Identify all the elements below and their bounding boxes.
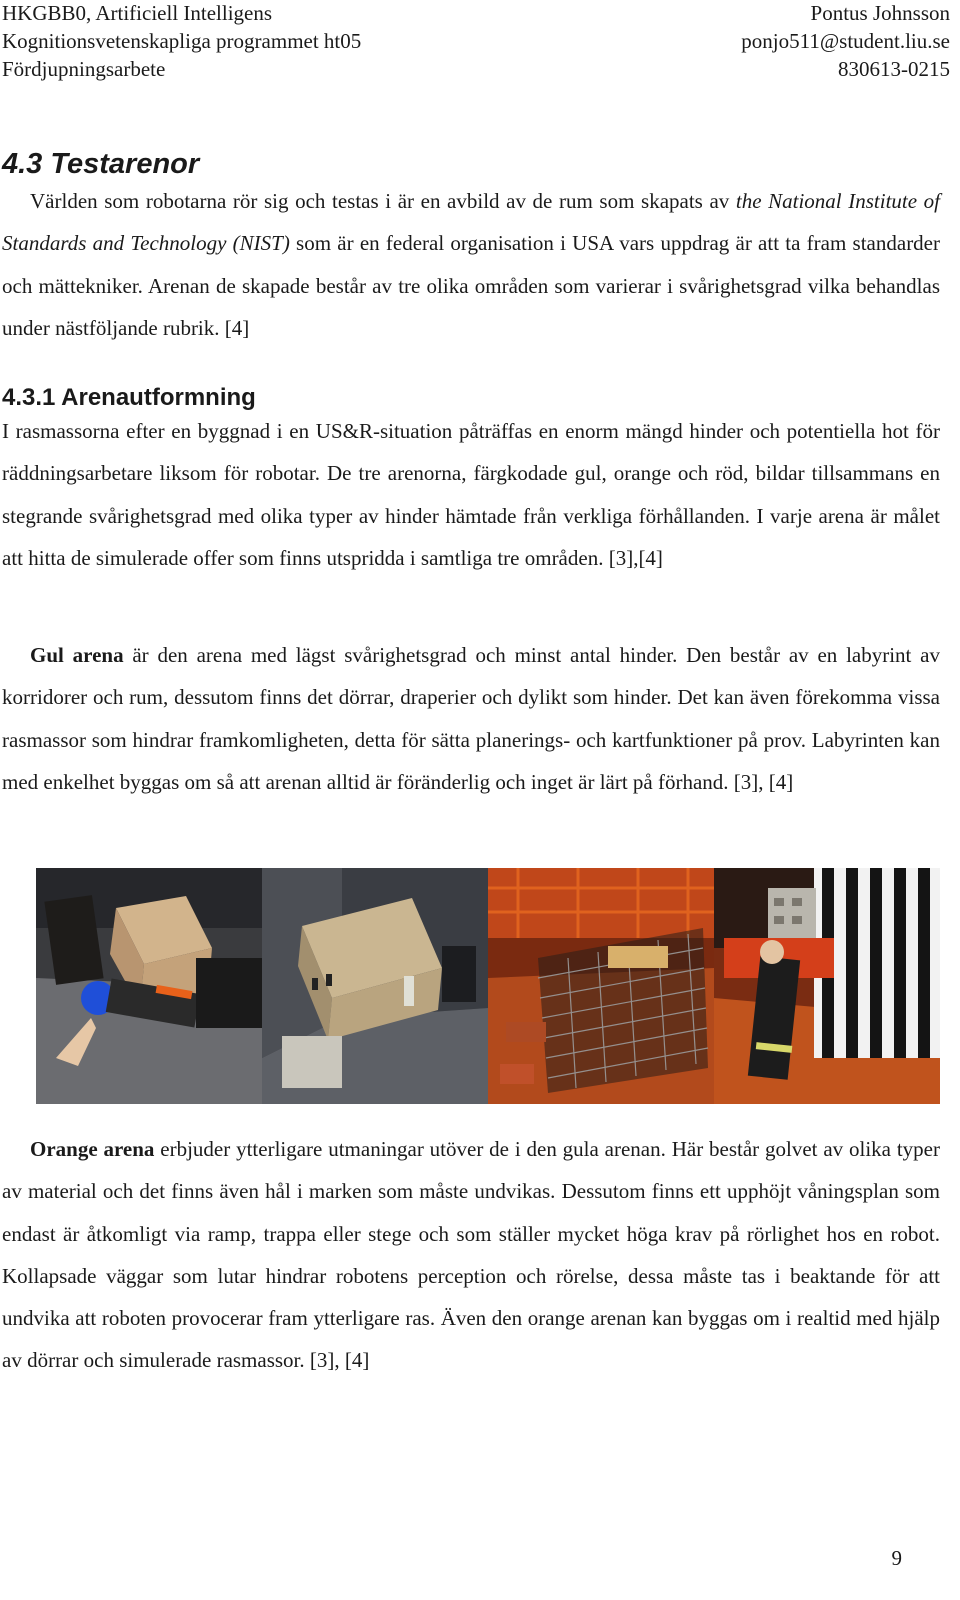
subsection-heading: 4.3.1 Arenautformning — [2, 384, 256, 411]
header-author: Pontus Johnsson — [810, 1, 950, 25]
photo-striped-wall-victim — [714, 868, 940, 1104]
header-doc-type: Fördjupningsarbete — [2, 57, 166, 81]
header-email: ponjo511@student.liu.se — [741, 29, 950, 53]
yellow-arena-text: är den arena med lägst svårighetsgrad och minst antal hinder. Den består av en labyrint av korridorer och rum, dessutom finns det dörrar, draperier och dylikt som hinder. Det kan även förekomma vissa rasmassor som hindrar framkomligheten, detta för sätta planerings- och kartfunktioner på prov. Labyrinten kan med enkelhet byggas om så att arenan alltid är föränderlig och inget är lärt på förhand. [3], [4] — [2, 643, 940, 794]
arena-intro-paragraph: I rasmassorna efter en byggnad i en US&R-situation påträffas en enorm mängd hinder och potentiella hot för räddningsarbetare liksom för robotar. De tre arenorna, färgkodade gul, orange och röd, bildar tillsammans en stegrande svårighetsgrad med olika typer av hinder hämtade från verkliga förhållanden. I varje arena är målet att hitta de simulerade offer som finns utspridda i samtliga tre områden. [3],[4] — [2, 419, 940, 570]
photo-victim-under-box — [36, 868, 262, 1104]
intro-text-a: Världen som robotarna rör sig och testas i är en avbild av de rum som skapats av — [30, 189, 736, 213]
page-number: 9 — [891, 1546, 902, 1570]
intro-italic-org: the National Institute of Standards and Technology (NIST) — [2, 189, 941, 256]
orange-arena-paragraph — [2, 1128, 940, 1382]
page-header — [0, 0, 960, 90]
header-program: Kognitionsvetenskapliga programmet ht05 — [2, 29, 362, 53]
intro-text-b: som är en federal organisation i USA vars uppdrag är att ta fram standarder och mättekniker. Arenan de skapade består av tre olika områden som varierar i svårighetsgrad vilka behandlas under nästföljande rubrik. [4] — [2, 231, 940, 340]
arena-photo-strip — [36, 868, 940, 1104]
yellow-arena-paragraph — [2, 634, 940, 803]
section-intro-paragraph — [2, 180, 940, 349]
orange-arena-text: erbjuder ytterligare utmaningar utöver de i den gula arenan. Här består golvet av olika typer av material och det finns även hål i marken som måste undvikas. Dessutom finns ett upphöjt våningsplan som endast är åtkomligt via ramp, trappa eller stege och som ställer mycket höga krav på rörlighet hos en robot. Kollapsade väggar som lutar hindrar robotens perception och rörelse, dessa måste tas i beaktande för att undvika att roboten provocerar fram ytterligare ras. Även den orange arenan kan byggas om i realtid med hjälp av dörrar och simulerade rasmassor. [3], [4] — [2, 1137, 940, 1373]
photo-dark-room-box — [262, 868, 488, 1104]
header-id: 830613-0215 — [838, 57, 950, 81]
header-course: HKGBB0, Artificiell Intelligens — [2, 1, 273, 25]
section-heading: 4.3 Testarenor — [2, 148, 200, 180]
orange-arena-label: Orange arena — [30, 1137, 155, 1161]
yellow-arena-label: Gul arena — [30, 643, 124, 667]
photo-orange-fence-mesh — [488, 868, 714, 1104]
